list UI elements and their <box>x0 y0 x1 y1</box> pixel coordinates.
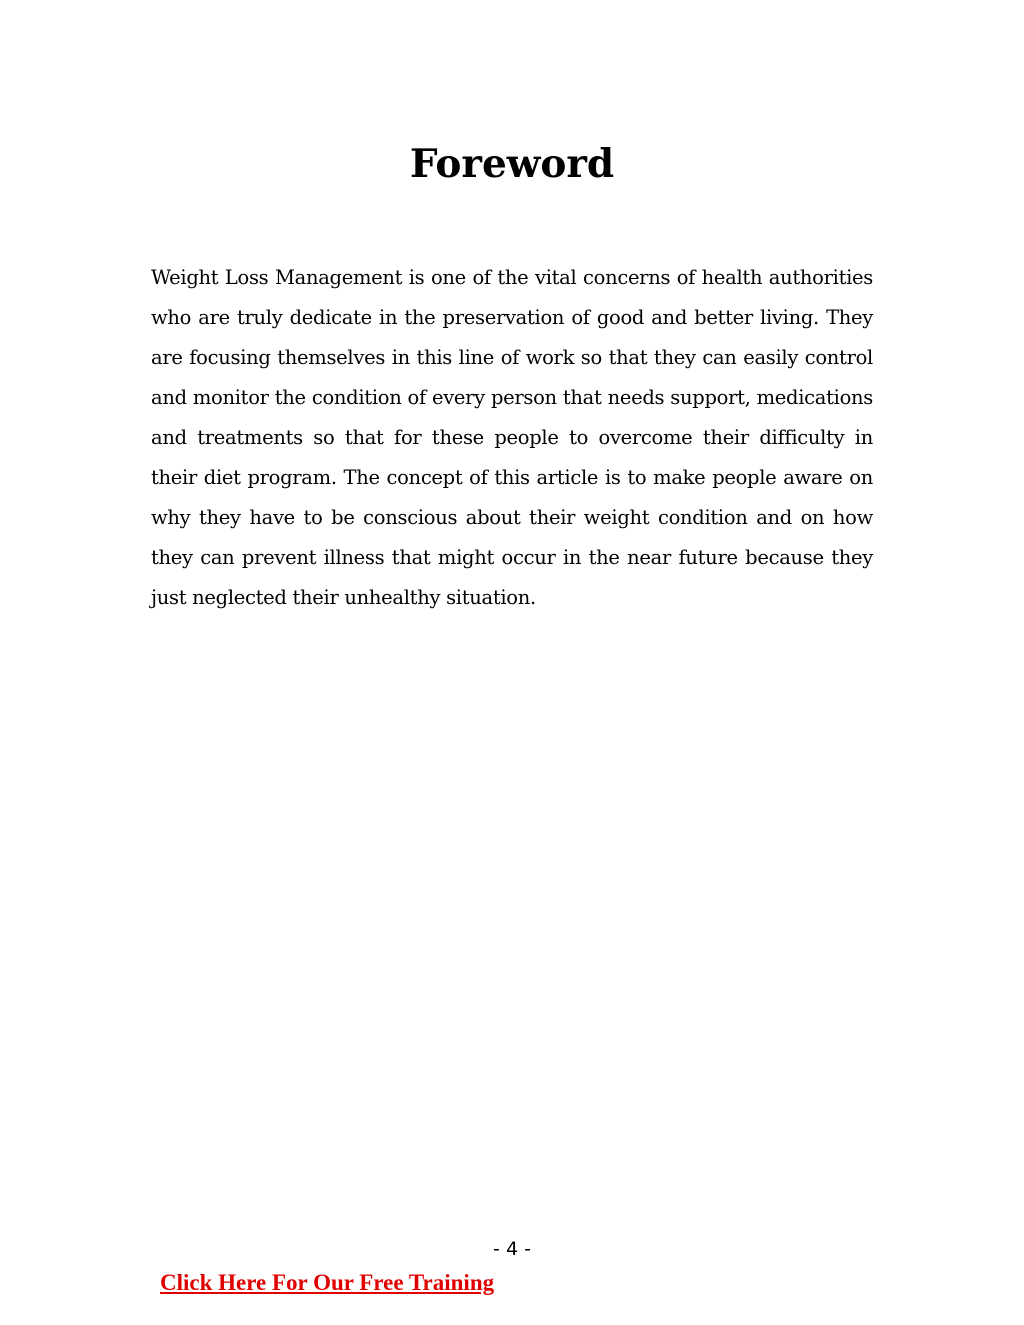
page-number: - 4 - <box>493 1238 531 1260</box>
foreword-paragraph: Weight Loss Management is one of the vital concerns of health authorities who are truly dedicate in the preservation of good and better living. They are focusing themselves in this line of work so that they can easily control and monitor the condition of every person that needs support, medications and treatments so that for these people to overcome their difficulty in their diet program. The concept of this article is to make people aware on why they have to be conscious about their weight condition and on how they can prevent illness that might occur in the near future because they just neglected their unhealthy situation. <box>151 266 873 609</box>
page-title: Foreword <box>409 141 615 187</box>
free-training-link[interactable]: Click Here For Our Free Training <box>160 1270 495 1295</box>
